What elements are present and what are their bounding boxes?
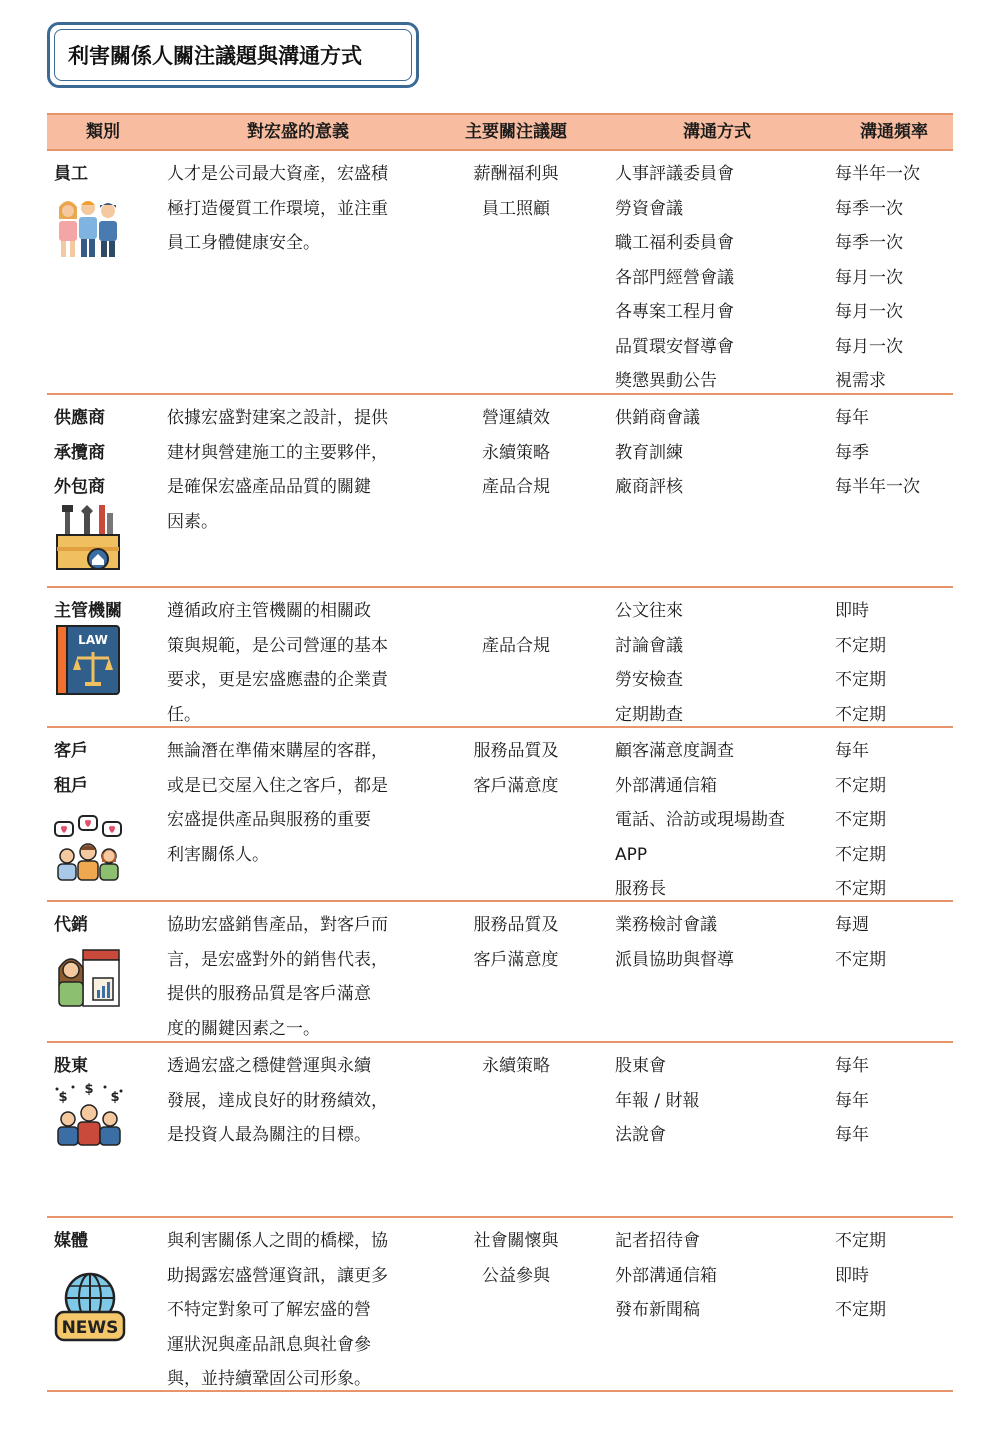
method-item: 各部門經營會議 [615, 267, 734, 288]
issue-line: 員工照顧 [482, 198, 550, 219]
page-title: 利害關係人關注議題與溝通方式 [68, 44, 362, 68]
category-cell [54, 157, 88, 192]
issues-cell [445, 734, 587, 803]
table-header [47, 113, 953, 151]
table-row [47, 902, 953, 1043]
frequency-item: 每年 [835, 1056, 869, 1076]
law-book-icon [53, 624, 123, 696]
title-box [47, 22, 419, 88]
issue-line: 永續策略 [482, 442, 550, 463]
frequency-item: 視需求 [835, 371, 886, 391]
method-item: 記者招待會 [615, 1231, 700, 1251]
meaning-line: 宏盛提供產品與服務的重要 [167, 810, 371, 830]
meaning-line: 是投資人最為關注的目標。 [167, 1125, 371, 1145]
meaning-line: 助揭露宏盛營運資訊，讓更多 [167, 1265, 388, 1286]
meaning-line: 無論潛在準備來購屋的客群， [167, 741, 388, 761]
issue-line: 產品合規 [482, 635, 550, 656]
category-cell [54, 401, 105, 505]
meaning-line: 建材與營建施工的主要夥伴， [167, 442, 388, 463]
frequency-item: 不定期 [835, 879, 886, 899]
method-item: 年報 / 財報 [615, 1090, 700, 1111]
issues-cell [445, 401, 587, 505]
methods-cell [615, 594, 835, 732]
frequency-item: 每季一次 [835, 233, 903, 253]
meaning-line: 與，並持續鞏固公司形象。 [167, 1369, 371, 1389]
svg-text:$: $ [58, 1090, 68, 1105]
issues-cell [445, 1224, 587, 1293]
issue-line: 服務品質及 [473, 741, 559, 761]
method-item: 業務檢討會議 [615, 915, 717, 935]
meaning-cell [167, 734, 429, 872]
toolbox-icon [53, 503, 123, 573]
method-item: 股東會 [615, 1056, 666, 1076]
category-label: 供應商 [54, 408, 105, 428]
methods-cell [615, 1049, 835, 1153]
meaning-cell [167, 157, 429, 261]
svg-text:LAW: LAW [78, 633, 108, 647]
category-label: 代銷 [54, 915, 88, 935]
method-item: 電話、洽訪或現場勘查 [615, 810, 785, 830]
frequency-cell [835, 594, 953, 732]
meaning-line: 或是已交屋入住之客戶，都是 [167, 775, 388, 796]
svg-text:$: $ [110, 1090, 120, 1105]
frequency-item: 每年 [835, 1125, 869, 1145]
frequency-item: 每月一次 [835, 267, 903, 288]
method-item: 人事評議委員會 [615, 164, 734, 184]
svg-text:$: $ [84, 1082, 94, 1097]
frequency-item: 不定期 [835, 670, 886, 690]
meaning-line: 是確保宏盛產品品質的關鍵 [167, 477, 371, 497]
issues-cell [445, 594, 587, 663]
frequency-item: 不定期 [835, 810, 886, 830]
issue-line: 服務品質及 [473, 915, 559, 935]
header-frequency: 溝通頻率 [860, 122, 928, 142]
frequency-item: 每半年一次 [835, 164, 920, 184]
category-cell [54, 908, 88, 943]
issue-line [445, 594, 587, 629]
frequency-item: 不定期 [835, 949, 886, 970]
header-meaning: 對宏盛的意義 [247, 122, 349, 142]
news-globe-icon [53, 1270, 127, 1346]
method-item: 各專案工程月會 [615, 302, 734, 322]
meaning-line: 度的關鍵因素之一。 [167, 1018, 320, 1039]
issues-cell [445, 157, 587, 226]
method-item: APP [615, 844, 648, 865]
frequency-item: 每半年一次 [835, 477, 920, 497]
issue-line: 客戶滿意度 [473, 775, 559, 796]
meaning-line: 言，是宏盛對外的銷售代表， [167, 949, 388, 970]
frequency-item: 不定期 [835, 704, 886, 725]
header-category: 類別 [86, 122, 120, 142]
table-row [47, 1218, 953, 1392]
methods-cell [615, 401, 835, 505]
meaning-line: 協助宏盛銷售產品，對客戶而 [167, 915, 388, 935]
frequency-item: 每年 [835, 741, 869, 761]
method-item: 顧客滿意度調查 [615, 741, 734, 761]
meaning-line: 任。 [167, 704, 201, 725]
methods-cell [615, 1224, 835, 1328]
method-item: 派員協助與督導 [615, 949, 734, 970]
category-label: 員工 [54, 164, 88, 184]
frequency-item: 即時 [835, 601, 869, 621]
frequency-item: 不定期 [835, 1300, 886, 1320]
issue-line: 營運績效 [482, 408, 550, 428]
meaning-cell [167, 1224, 429, 1397]
frequency-item: 不定期 [835, 775, 886, 796]
method-item: 勞安檢查 [615, 670, 683, 690]
method-item: 外部溝通信箱 [615, 775, 717, 796]
frequency-cell [835, 1049, 953, 1153]
frequency-cell [835, 734, 953, 907]
frequency-item: 每季一次 [835, 198, 903, 219]
methods-cell [615, 157, 835, 399]
issue-line: 社會關懷與 [473, 1231, 559, 1251]
header-methods: 溝通方式 [683, 122, 751, 142]
meaning-cell [167, 594, 429, 732]
frequency-item: 每月一次 [835, 302, 903, 322]
frequency-item: 每週 [835, 915, 869, 935]
category-label: 租戶 [54, 775, 88, 796]
category-cell [54, 1224, 88, 1259]
method-item: 外部溝通信箱 [615, 1265, 717, 1286]
frequency-item: 每年 [835, 1090, 869, 1111]
shareholders-icon [53, 1079, 125, 1149]
frequency-cell [835, 157, 953, 399]
issue-line: 永續策略 [482, 1056, 550, 1076]
meaning-line: 透過宏盛之穩健營運與永續 [167, 1056, 371, 1076]
meaning-line: 不特定對象可了解宏盛的營 [167, 1300, 371, 1320]
methods-cell [615, 734, 835, 907]
table-row [47, 1043, 953, 1218]
method-item: 討論會議 [615, 635, 683, 656]
meaning-line: 策與規範，是公司營運的基本 [167, 635, 388, 656]
meaning-line: 極打造優質工作環境，並注重 [167, 198, 388, 219]
frequency-item: 每年 [835, 408, 869, 428]
method-item: 廠商評核 [615, 477, 683, 497]
method-item: 獎懲異動公告 [615, 371, 717, 391]
customers-icon [53, 814, 123, 882]
issues-cell [445, 908, 587, 977]
frequency-cell [835, 1224, 953, 1328]
table-row [47, 151, 953, 395]
category-cell [54, 734, 88, 803]
meaning-line: 人才是公司最大資產，宏盛積 [167, 164, 388, 184]
method-item: 勞資會議 [615, 198, 683, 219]
method-item: 定期勘查 [615, 704, 683, 725]
frequency-item: 每月一次 [835, 336, 903, 357]
category-label: 外包商 [54, 477, 105, 497]
category-label: 承攬商 [54, 442, 105, 463]
category-label: 股東 [54, 1056, 88, 1076]
frequency-item: 不定期 [835, 1231, 886, 1251]
meaning-line: 因素。 [167, 511, 218, 532]
meaning-line: 發展，達成良好的財務績效， [167, 1090, 388, 1111]
category-label: 媒體 [54, 1231, 88, 1251]
issues-cell [445, 1049, 587, 1084]
issue-line: 公益參與 [482, 1265, 550, 1286]
issue-line: 薪酬福利與 [473, 164, 559, 184]
table-row [47, 728, 953, 902]
frequency-item: 不定期 [835, 844, 886, 865]
meaning-cell [167, 401, 429, 539]
svg-text:NEWS: NEWS [61, 1318, 119, 1338]
meaning-cell [167, 1049, 429, 1153]
header-issues: 主要關注議題 [465, 122, 567, 142]
method-item: 公文往來 [615, 601, 683, 621]
frequency-item: 每季 [835, 442, 869, 463]
method-item: 職工福利委員會 [615, 233, 734, 253]
employees-icon [53, 193, 123, 261]
meaning-line: 與利害關係人之間的橋樑，協 [167, 1231, 388, 1251]
meaning-line: 利害關係人。 [167, 844, 269, 865]
methods-cell [615, 908, 835, 977]
category-label: 客戶 [54, 741, 88, 761]
method-item: 法說會 [615, 1125, 666, 1145]
method-item: 服務長 [615, 879, 666, 899]
method-item: 發布新聞稿 [615, 1300, 700, 1320]
table-row [47, 395, 953, 588]
frequency-item: 不定期 [835, 635, 886, 656]
frequency-item: 即時 [835, 1265, 869, 1286]
issue-line: 產品合規 [482, 477, 550, 497]
method-item: 品質環安督導會 [615, 336, 734, 357]
meaning-line: 依據宏盛對建案之設計，提供 [167, 408, 388, 428]
meaning-line: 員工身體健康安全。 [167, 233, 320, 253]
frequency-cell [835, 401, 953, 505]
issue-line: 客戶滿意度 [473, 949, 559, 970]
method-item: 教育訓練 [615, 442, 683, 463]
category-label: 主管機關 [54, 601, 122, 621]
meaning-line: 運狀況與產品訊息與社會參 [167, 1334, 371, 1355]
meaning-line: 提供的服務品質是客戶滿意 [167, 984, 371, 1004]
frequency-cell [835, 908, 953, 977]
meaning-line: 遵循政府主管機關的相關政 [167, 601, 371, 621]
meaning-cell [167, 908, 429, 1046]
meaning-line: 要求，更是宏盛應盡的企業責 [167, 670, 388, 690]
method-item: 供銷商會議 [615, 408, 700, 428]
sales-agent-icon [53, 946, 123, 1008]
table-row [47, 588, 953, 728]
